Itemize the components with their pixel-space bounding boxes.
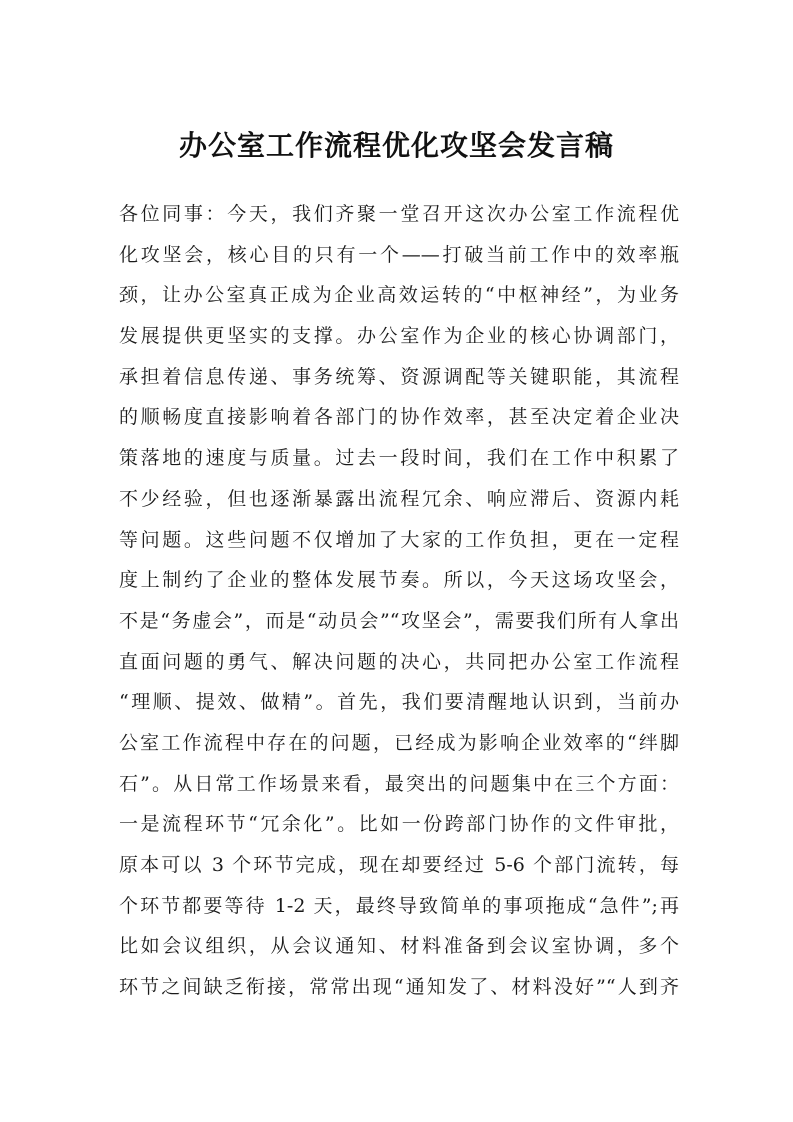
body-line: 等问题。这些问题不仅增加了大家的工作负担，更在一定程 bbox=[119, 528, 679, 551]
body-line: 一是流程环节“冗余化”。比如一份跨部门协作的文件审批， bbox=[119, 813, 679, 836]
body-line: 石”。从日常工作场景来看，最突出的问题集中在三个方面： bbox=[119, 772, 679, 795]
body-line: 比如会议组织，从会议通知、材料准备到会议室协调，多个 bbox=[119, 935, 679, 958]
body-line: 化攻坚会，核心目的只有一个——打破当前工作中的效率瓶 bbox=[119, 243, 679, 266]
body-line: 颈，让办公室真正成为企业高效运转的“中枢神经”，为业务 bbox=[119, 284, 679, 307]
body-line: 公室工作流程中存在的问题，已经成为影响企业效率的“绊脚 bbox=[119, 731, 679, 754]
body-line: 个环节都要等待 1-2 天，最终导致简单的事项拖成“急件”;再 bbox=[119, 894, 679, 917]
body-line: 原本可以 3 个环节完成，现在却要经过 5-6 个部门流转，每 bbox=[119, 854, 679, 876]
body-line: 发展提供更坚实的支撑。办公室作为企业的核心协调部门， bbox=[119, 325, 679, 348]
body-line: 不是“务虚会”，而是“动员会”“攻坚会”，需要我们所有人拿出 bbox=[119, 609, 679, 632]
body-line: 度上制约了企业的整体发展节奏。所以，今天这场攻坚会， bbox=[119, 569, 679, 592]
body-line: “理顺、提效、做精”。首先，我们要清醒地认识到，当前办 bbox=[119, 691, 679, 714]
document-title: 办公室工作流程优化攻坚会发言稿 bbox=[178, 129, 614, 162]
body-line: 各位同事：今天，我们齐聚一堂召开这次办公室工作流程优 bbox=[119, 203, 679, 225]
body-line: 的顺畅度直接影响着各部门的协作效率，甚至决定着企业决 bbox=[119, 406, 679, 429]
document-body bbox=[119, 194, 679, 1008]
body-line: 环节之间缺乏衔接，常常出现“通知发了、材料没好”“人到齐 bbox=[119, 976, 679, 999]
body-line: 直面问题的勇气、解决问题的决心，共同把办公室工作流程 bbox=[119, 650, 679, 673]
body-line: 承担着信息传递、事务统筹、资源调配等关键职能，其流程 bbox=[119, 365, 679, 388]
body-line: 策落地的速度与质量。过去一段时间，我们在工作中积累了 bbox=[119, 447, 679, 470]
body-line: 不少经验，但也逐渐暴露出流程冗余、响应滞后、资源内耗 bbox=[119, 487, 679, 510]
